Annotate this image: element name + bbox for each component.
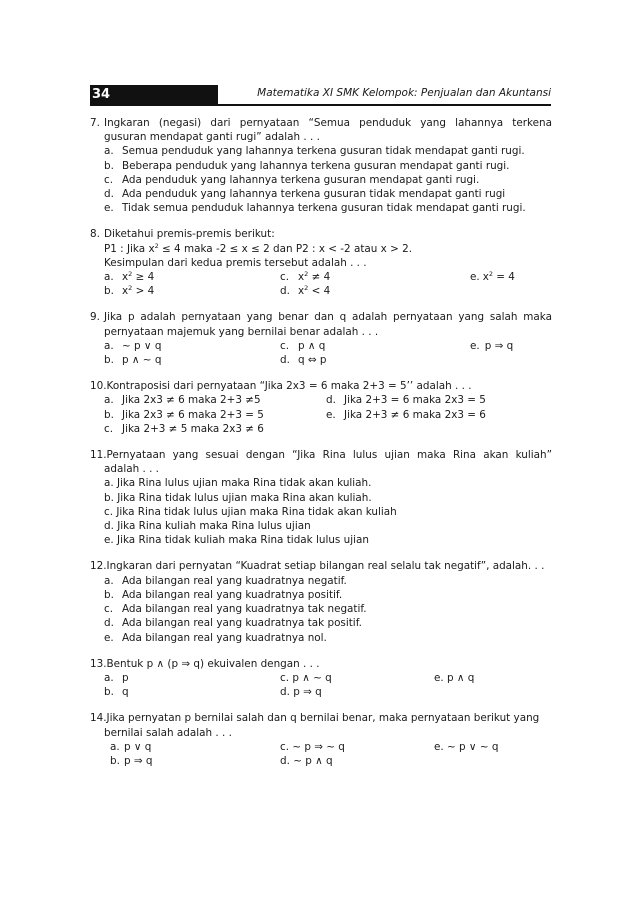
option-row xyxy=(90,740,552,754)
option-letter: a. xyxy=(104,339,114,352)
question-10 xyxy=(90,379,552,436)
exponent: 2 xyxy=(128,270,133,279)
option-letter: b. xyxy=(104,354,114,367)
option-d xyxy=(326,393,486,407)
option-b xyxy=(104,685,280,699)
option-a xyxy=(104,393,326,407)
option-text: p ⇒ q xyxy=(484,339,514,352)
option-letter: d. xyxy=(280,285,290,298)
conclusion-prompt: Kesimpulan dari kedua premis tersebut adalah . . . xyxy=(104,256,367,269)
option-row xyxy=(90,408,552,422)
question-stem: Bentuk p ∧ (p ⇒ q) ekuivalen dengan . . . xyxy=(106,657,320,670)
option-text: p ∧ q xyxy=(298,339,326,352)
option-text: Ada penduduk yang lahannya terkena gusuran tidak mendapat ganti rugi xyxy=(122,188,506,201)
premises xyxy=(90,242,552,256)
option-text: Ada bilangan real yang kuadratnya positif. xyxy=(122,588,343,601)
question-7 xyxy=(90,116,552,215)
option-letter: c. xyxy=(104,422,114,435)
option-text: Tidak semua penduduk lahannya terkena gusuran tidak mendapat ganti rugi. xyxy=(122,202,526,215)
option-letter: a. xyxy=(104,271,114,284)
option-b xyxy=(104,284,280,298)
question-12 xyxy=(90,559,552,644)
option-text: p xyxy=(122,671,129,684)
question-stem xyxy=(107,448,552,462)
option-e: e. ~ p ∨ ~ q xyxy=(434,740,499,753)
option-letter: e. xyxy=(104,631,114,644)
question-9 xyxy=(90,310,552,367)
premise-text: ≤ 4 maka -2 ≤ x ≤ 2 dan P2 : x < -2 atau x > 2. xyxy=(158,242,413,255)
option-text: Jika 2x3 ≠ 6 maka 2+3 = 5 xyxy=(122,408,264,421)
option-text: Ada bilangan real yang kuadratnya negatif. xyxy=(122,574,347,587)
question-11 xyxy=(90,448,552,547)
option-letter: b. xyxy=(104,159,114,172)
option-text-part: > 4 xyxy=(132,285,155,298)
option-e: e. Jika Rina tidak kuliah maka Rina tidak lulus ujian xyxy=(104,534,369,547)
option-text: Beberapa penduduk yang lahannya terkena gusuran mendapat ganti rugi. xyxy=(122,159,510,172)
option-a xyxy=(104,270,280,284)
option-b xyxy=(90,588,552,602)
question-stem: Ingkaran dari pernyatan “Kuadrat setiap bilangan real selalu tak negatif”, adalah. . . xyxy=(106,560,545,573)
option-text: Ada bilangan real yang kuadratnya tak positif. xyxy=(122,617,362,630)
option-c: c. ~ p ⇒ ~ q xyxy=(280,740,345,753)
exponent: 2 xyxy=(154,241,159,250)
option-letter: c. xyxy=(104,173,114,186)
option-letter: e. xyxy=(470,271,480,284)
question-14 xyxy=(90,711,552,768)
option-text: Jika 2+3 ≠ 5 maka 2x3 ≠ 6 xyxy=(122,422,264,435)
header-title: Matematika XI SMK Kelompok: Penjualan dan Akuntansi xyxy=(257,87,551,99)
option-d: d. Jika Rina kuliah maka Rina lulus ujian xyxy=(104,520,311,533)
option-a xyxy=(104,339,280,353)
page-header xyxy=(90,85,551,105)
option-row xyxy=(90,671,552,685)
option-text: Ada bilangan real yang kuadratnya tak negatif. xyxy=(122,603,367,616)
option-text-part: x xyxy=(298,285,305,298)
option-text-part: ≥ 4 xyxy=(132,271,155,284)
option-letter: a. xyxy=(104,394,114,407)
option-c: c. p ∧ ~ q xyxy=(280,671,332,684)
option-letter: a. xyxy=(104,145,114,158)
question-stem: Jika pernyatan p bernilai salah dan q bernilai benar, maka pernyataan berikut yang xyxy=(106,712,540,725)
option-e xyxy=(326,408,486,422)
stem-line: adalah . . . xyxy=(104,463,159,476)
option-letter: d. xyxy=(104,188,114,201)
option-letter: c. xyxy=(104,603,114,616)
option-text: p ∧ ~ q xyxy=(122,354,162,367)
stem-line: Jika p adalah pernyataan yang benar dan q adalah pernyataan yang salah maka xyxy=(104,311,552,324)
question-list xyxy=(90,116,552,780)
option-row xyxy=(90,284,552,298)
option-text-part: x xyxy=(298,271,305,284)
option-a: a. Jika Rina lulus ujian maka Rina tidak akan kuliah. xyxy=(104,477,372,490)
question-number: 11. xyxy=(90,449,107,462)
option-b xyxy=(104,408,326,422)
question-number: 10. xyxy=(90,380,107,393)
option-text: p ∨ q xyxy=(124,740,152,753)
option-d xyxy=(90,187,552,201)
option-letter: b. xyxy=(104,285,114,298)
option-a xyxy=(110,740,280,754)
option-text-part: ≠ 4 xyxy=(308,271,331,284)
option-letter: e. xyxy=(326,408,336,421)
exponent: 2 xyxy=(304,270,309,279)
option-text-part: = 4 xyxy=(493,271,515,284)
option-c: c. Jika Rina tidak lulus ujian maka Rina tidak akan kuliah xyxy=(104,505,397,518)
option-e xyxy=(470,339,513,353)
page-number: 34 xyxy=(92,87,111,102)
option-text: q xyxy=(122,686,129,699)
option-e xyxy=(470,270,515,284)
option-text xyxy=(298,284,330,298)
option-text: q ⇔ p xyxy=(298,354,327,367)
exponent: 2 xyxy=(304,284,309,293)
stem-line: pernyataan majemuk yang bernilai benar adalah . . . xyxy=(104,325,379,338)
option-text: Ada bilangan real yang kuadratnya nol. xyxy=(122,631,327,644)
option-row xyxy=(90,339,552,353)
question-stem xyxy=(104,310,552,338)
option-b: b. Jika Rina tidak lulus ujian maka Rina akan kuliah. xyxy=(104,491,372,504)
option-row xyxy=(90,270,552,284)
option-letter: e. xyxy=(470,339,480,352)
option-e xyxy=(90,201,552,215)
option-row xyxy=(90,754,552,768)
question-number: 12. xyxy=(90,560,107,573)
exponent: 2 xyxy=(488,270,493,279)
option-row xyxy=(90,422,552,436)
option-text: Jika 2+3 ≠ 6 maka 2x3 = 6 xyxy=(344,408,486,421)
option-letter: c. xyxy=(280,339,290,352)
question-number: 8. xyxy=(90,228,100,241)
option-b xyxy=(90,159,552,173)
option-d xyxy=(280,284,434,298)
option-row xyxy=(90,685,552,699)
option-letter: a. xyxy=(104,574,114,587)
option-letter: d. xyxy=(326,394,336,407)
question-stem: Kontraposisi dari pernyataan “Jika 2x3 = 6 maka 2+3 = 5’’ adalah . . . xyxy=(106,380,472,393)
option-d xyxy=(90,616,552,630)
option-c xyxy=(280,339,470,353)
question-number: 9. xyxy=(90,311,100,324)
option-text: ~ p ∨ q xyxy=(122,339,162,352)
question-stem xyxy=(104,116,552,144)
option-d: d. p ⇒ q xyxy=(280,686,322,699)
premise-text: P1 : Jika x xyxy=(104,242,155,255)
option-row xyxy=(90,393,552,407)
option-text xyxy=(122,270,154,284)
option-letter: b. xyxy=(104,588,114,601)
option-row xyxy=(90,353,552,367)
exponent: 2 xyxy=(128,284,133,293)
option-b xyxy=(110,754,280,768)
option-text: Jika 2+3 = 6 maka 2x3 = 5 xyxy=(344,394,486,407)
option-text-part: x xyxy=(482,271,489,284)
option-letter: d. xyxy=(104,617,114,630)
option-c xyxy=(90,173,552,187)
option-c xyxy=(104,422,326,436)
option-text xyxy=(298,270,330,284)
option-e xyxy=(90,631,552,645)
option-text-part: < 4 xyxy=(308,285,331,298)
option-text: Ada penduduk yang lahannya terkena gusuran mendapat ganti rugi. xyxy=(122,173,480,186)
option-letter: d. xyxy=(280,354,290,367)
option-c xyxy=(90,602,552,616)
stem-line: bernilai salah adalah . . . xyxy=(104,726,232,739)
option-a xyxy=(104,671,280,685)
option-letter: b. xyxy=(104,686,114,699)
option-letter: e. xyxy=(104,202,114,215)
option-text-part: x xyxy=(122,271,129,284)
option-b xyxy=(104,353,280,367)
question-number: 14. xyxy=(90,712,107,725)
option-c xyxy=(280,270,470,284)
option-letter: a. xyxy=(110,740,120,753)
question-number: 7. xyxy=(90,117,100,129)
option-text: Semua penduduk yang lahannya terkena gusuran tidak mendapat ganti rugi. xyxy=(122,145,525,158)
option-letter: b. xyxy=(104,408,114,421)
option-text: p ⇒ q xyxy=(124,754,153,767)
question-number: 13. xyxy=(90,657,107,670)
option-a xyxy=(90,144,552,158)
stem-line: Pernyataan yang sesuai dengan “Jika Rina lulus ujian maka Rina akan kuliah” xyxy=(106,449,552,462)
option-text xyxy=(483,270,515,284)
stem-line: Ingkaran (negasi) dari pernyataan “Semua penduduk yang lahannya terkena xyxy=(104,117,552,129)
option-letter: c. xyxy=(280,271,290,284)
option-letter: a. xyxy=(104,671,114,684)
question-8 xyxy=(90,227,552,298)
option-d: d. ~ p ∧ q xyxy=(280,754,333,767)
option-e: e. p ∧ q xyxy=(434,671,475,684)
option-letter: b. xyxy=(110,754,120,767)
page-number-box xyxy=(90,85,218,105)
stem-line: gusuran mendapat ganti rugi” adalah . . . xyxy=(104,131,320,144)
option-text xyxy=(122,284,154,298)
option-text: Jika 2x3 ≠ 6 maka 2+3 ≠5 xyxy=(122,394,261,407)
option-text-part: x xyxy=(122,285,129,298)
question-13 xyxy=(90,657,552,700)
header-rule xyxy=(90,104,551,106)
option-a xyxy=(90,574,552,588)
question-stem: Diketahui premis-premis berikut: xyxy=(104,228,275,241)
option-d xyxy=(280,353,434,367)
